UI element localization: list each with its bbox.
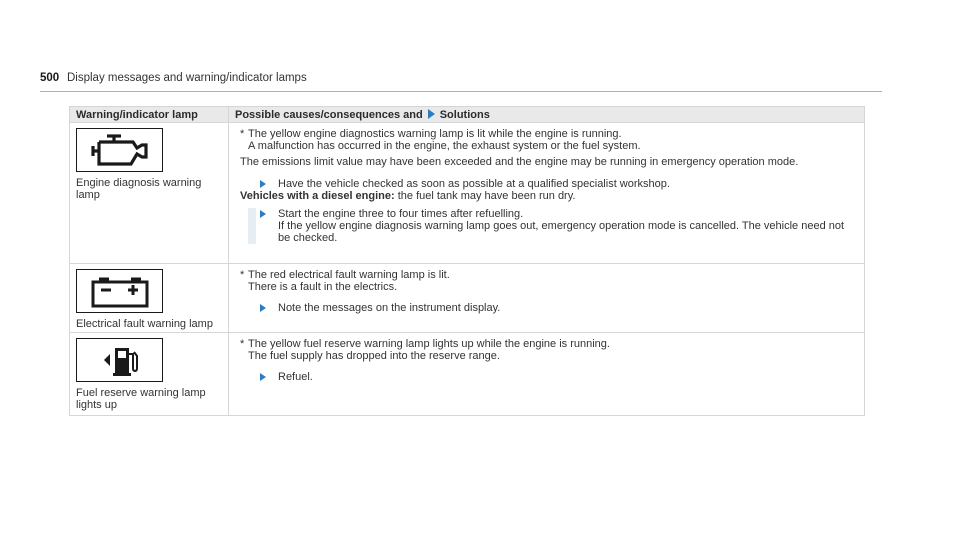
cause-paragraph	[240, 338, 858, 362]
column-header-causes	[229, 107, 864, 122]
solution-text: Note the messages on the instrument display.	[278, 302, 501, 314]
solution-text: Have the vehicle checked as soon as possible at a qualified specialist workshop.	[278, 178, 670, 190]
battery-icon	[76, 269, 163, 313]
cause-text: A malfunction has occurred in the engine, the exhaust system or the fuel system.	[248, 140, 641, 152]
solution-step	[240, 178, 858, 190]
column-header-solutions-label: Solutions	[439, 109, 490, 121]
lamp-name: Fuel reserve warning lamp lights up	[76, 387, 206, 411]
solution-text: Refuel.	[278, 371, 313, 383]
column-header-lamp: Warning/indicator lamp	[70, 107, 229, 122]
causes-cell	[229, 264, 864, 332]
star-marker: *	[240, 338, 245, 350]
lamp-cell	[70, 333, 229, 415]
page-number: 500	[40, 72, 60, 84]
page-header	[40, 72, 882, 92]
column-header-causes-label: Possible causes/consequences and	[235, 109, 423, 121]
arrow-right-icon	[260, 304, 266, 312]
table-header	[70, 107, 864, 123]
table-row	[70, 333, 864, 415]
star-marker: *	[240, 269, 245, 281]
lamp-cell	[70, 264, 229, 332]
arrow-right-icon	[260, 373, 266, 381]
solution-step	[240, 302, 858, 314]
fuel-pump-icon	[76, 338, 163, 382]
star-marker: *	[240, 128, 245, 140]
cause-text: The yellow fuel reserve warning lamp lights up while the engine is running.	[248, 338, 610, 350]
diesel-steps	[240, 208, 858, 244]
lamp-cell	[70, 123, 229, 263]
lamp-name: Electrical fault warning lamp	[76, 318, 213, 330]
diesel-label: Vehicles with a diesel engine:	[240, 190, 395, 202]
causes-cell	[229, 123, 864, 263]
causes-cell	[229, 333, 864, 415]
engine-diagnosis-icon	[76, 128, 163, 172]
cause-paragraph	[240, 269, 858, 293]
cause-text: The fuel supply has dropped into the reserve range.	[248, 350, 500, 362]
solution-step	[240, 208, 858, 220]
cause-text: There is a fault in the electrics.	[248, 281, 398, 293]
diesel-note	[240, 190, 858, 202]
lamp-name: Engine diagnosis warning lamp	[76, 177, 202, 201]
cause-text: The emissions limit value may have been exceeded and the engine may be running in emergency operation mode.	[240, 156, 799, 168]
arrow-right-icon	[260, 210, 266, 218]
diesel-text: the fuel tank may have been run dry.	[394, 190, 576, 202]
warning-lamp-table	[69, 106, 865, 416]
arrow-right-icon	[428, 109, 435, 119]
table-row	[70, 123, 864, 264]
table-row	[70, 264, 864, 333]
cause-text: The yellow engine diagnostics warning lamp is lit while the engine is running.	[248, 128, 622, 140]
solution-text: Start the engine three to four times after refuelling.	[278, 208, 524, 220]
cause-text: The red electrical fault warning lamp is lit.	[248, 269, 450, 281]
arrow-right-icon	[260, 180, 266, 188]
cause-paragraph	[240, 128, 858, 172]
solution-step	[240, 371, 858, 383]
solution-text-more: If the yellow engine diagnosis warning lamp goes out, emergency operation mode is cancelled. The vehicle need not be checked.	[278, 220, 845, 244]
section-title: Display messages and warning/indicator lamps	[67, 72, 307, 84]
